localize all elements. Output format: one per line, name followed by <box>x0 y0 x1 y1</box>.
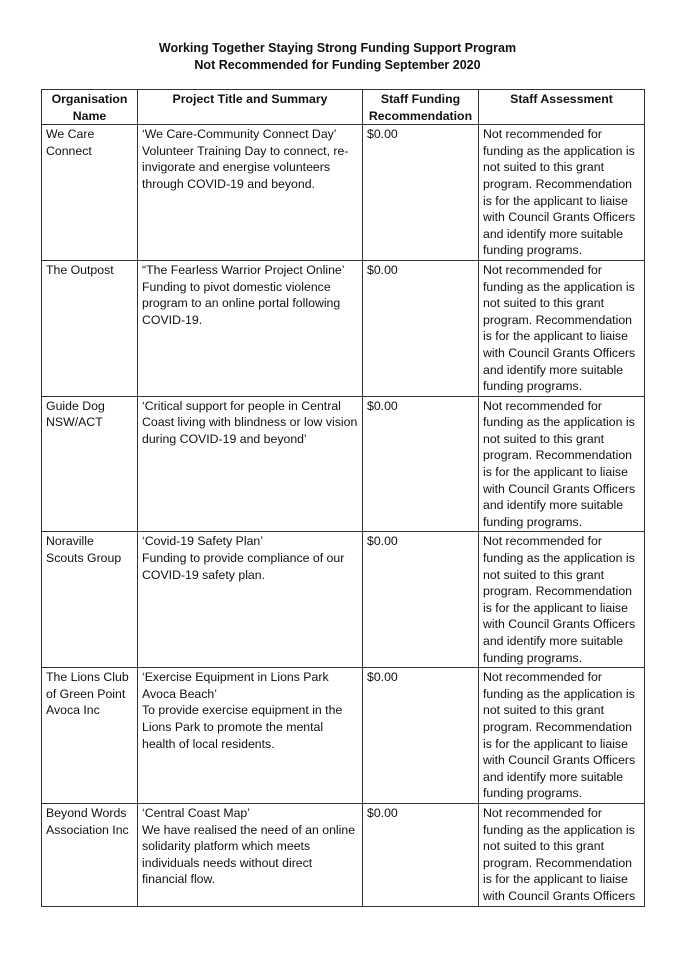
funding-cell: $0.00 <box>363 532 479 668</box>
table-row <box>42 668 645 804</box>
project-cell <box>138 803 363 906</box>
funding-table <box>41 89 645 907</box>
project-title: ‘Exercise Equipment in Lions Park Avoca Beach’ <box>142 670 329 701</box>
assessment-cell: Not recommended for funding as the application is not suited to this grant program. Recommendation is for the applicant to liaise with Council Grants Officers <box>479 803 645 906</box>
assessment-cell: Not recommended for funding as the application is not suited to this grant program. Recommendation is for the applicant to liaise with Council Grants Officers and identify more suitable funding programs. <box>479 260 645 396</box>
funding-cell: $0.00 <box>363 125 479 261</box>
title-line-2: Not Recommended for Funding September 2020 <box>194 58 481 72</box>
assessment-cell: Not recommended for funding as the application is not suited to this grant program. Recommendation is for the applicant to liaise with Council Grants Officers and identify more suitable funding programs. <box>479 125 645 261</box>
table-row <box>42 125 645 261</box>
project-title: ‘Covid-19 Safety Plan’ <box>142 534 263 549</box>
funding-cell: $0.00 <box>363 396 479 532</box>
project-title: ‘We Care-Community Connect Day’ <box>142 127 337 142</box>
funding-cell: $0.00 <box>363 803 479 906</box>
header-funding: Staff Funding Recommendation <box>363 90 479 125</box>
header-assessment: Staff Assessment <box>479 90 645 125</box>
organisation-cell: Noraville Scouts Group <box>42 532 138 668</box>
table-row <box>42 803 645 906</box>
document-title <box>0 40 675 74</box>
table-row <box>42 532 645 668</box>
project-cell <box>138 668 363 804</box>
project-cell <box>138 260 363 396</box>
organisation-cell: The Lions Club of Green Point Avoca Inc <box>42 668 138 804</box>
table-row <box>42 260 645 396</box>
title-line-1: Working Together Staying Strong Funding Support Program <box>158 41 517 55</box>
organisation-cell: The Outpost <box>42 260 138 396</box>
organisation-cell: We Care Connect <box>42 125 138 261</box>
project-summary: Funding to provide compliance of our COVID-19 safety plan. <box>142 551 345 582</box>
organisation-cell: Guide Dog NSW/ACT <box>42 396 138 532</box>
funding-cell: $0.00 <box>363 260 479 396</box>
assessment-cell: Not recommended for funding as the application is not suited to this grant program. Recommendation is for the applicant to liaise with Council Grants Officers and identify more suitable funding programs. <box>479 532 645 668</box>
project-summary: Volunteer Training Day to connect, re-invigorate and energise volunteers through COVID-19 and beyond. <box>142 143 349 191</box>
project-title: ‘Critical support for people in Central Coast living with blindness or low vision during COVID-19 and beyond’ <box>142 398 358 446</box>
project-title: ‘Central Coast Map’ <box>142 805 250 820</box>
table-header-row <box>42 90 645 125</box>
table-row <box>42 396 645 532</box>
project-cell <box>138 396 363 532</box>
project-summary: To provide exercise equipment in the Lions Park to promote the mental health of local residents. <box>142 703 343 751</box>
project-cell <box>138 125 363 261</box>
project-title: “The Fearless Warrior Project Online’ <box>142 262 345 277</box>
header-organisation: Organisation Name <box>42 90 138 125</box>
assessment-cell: Not recommended for funding as the application is not suited to this grant program. Recommendation is for the applicant to liaise with Council Grants Officers and identify more suitable funding programs. <box>479 396 645 532</box>
funding-cell: $0.00 <box>363 668 479 804</box>
project-summary: We have realised the need of an online solidarity platform which meets individuals needs without direct financial flow. <box>142 822 356 887</box>
project-summary: Funding to pivot domestic violence program to an online portal following COVID-19. <box>142 279 341 327</box>
assessment-cell: Not recommended for funding as the application is not suited to this grant program. Recommendation is for the applicant to liaise with Council Grants Officers and identify more suitable funding programs. <box>479 668 645 804</box>
header-project: Project Title and Summary <box>138 90 363 125</box>
organisation-cell: Beyond Words Association Inc <box>42 803 138 906</box>
project-cell <box>138 532 363 668</box>
